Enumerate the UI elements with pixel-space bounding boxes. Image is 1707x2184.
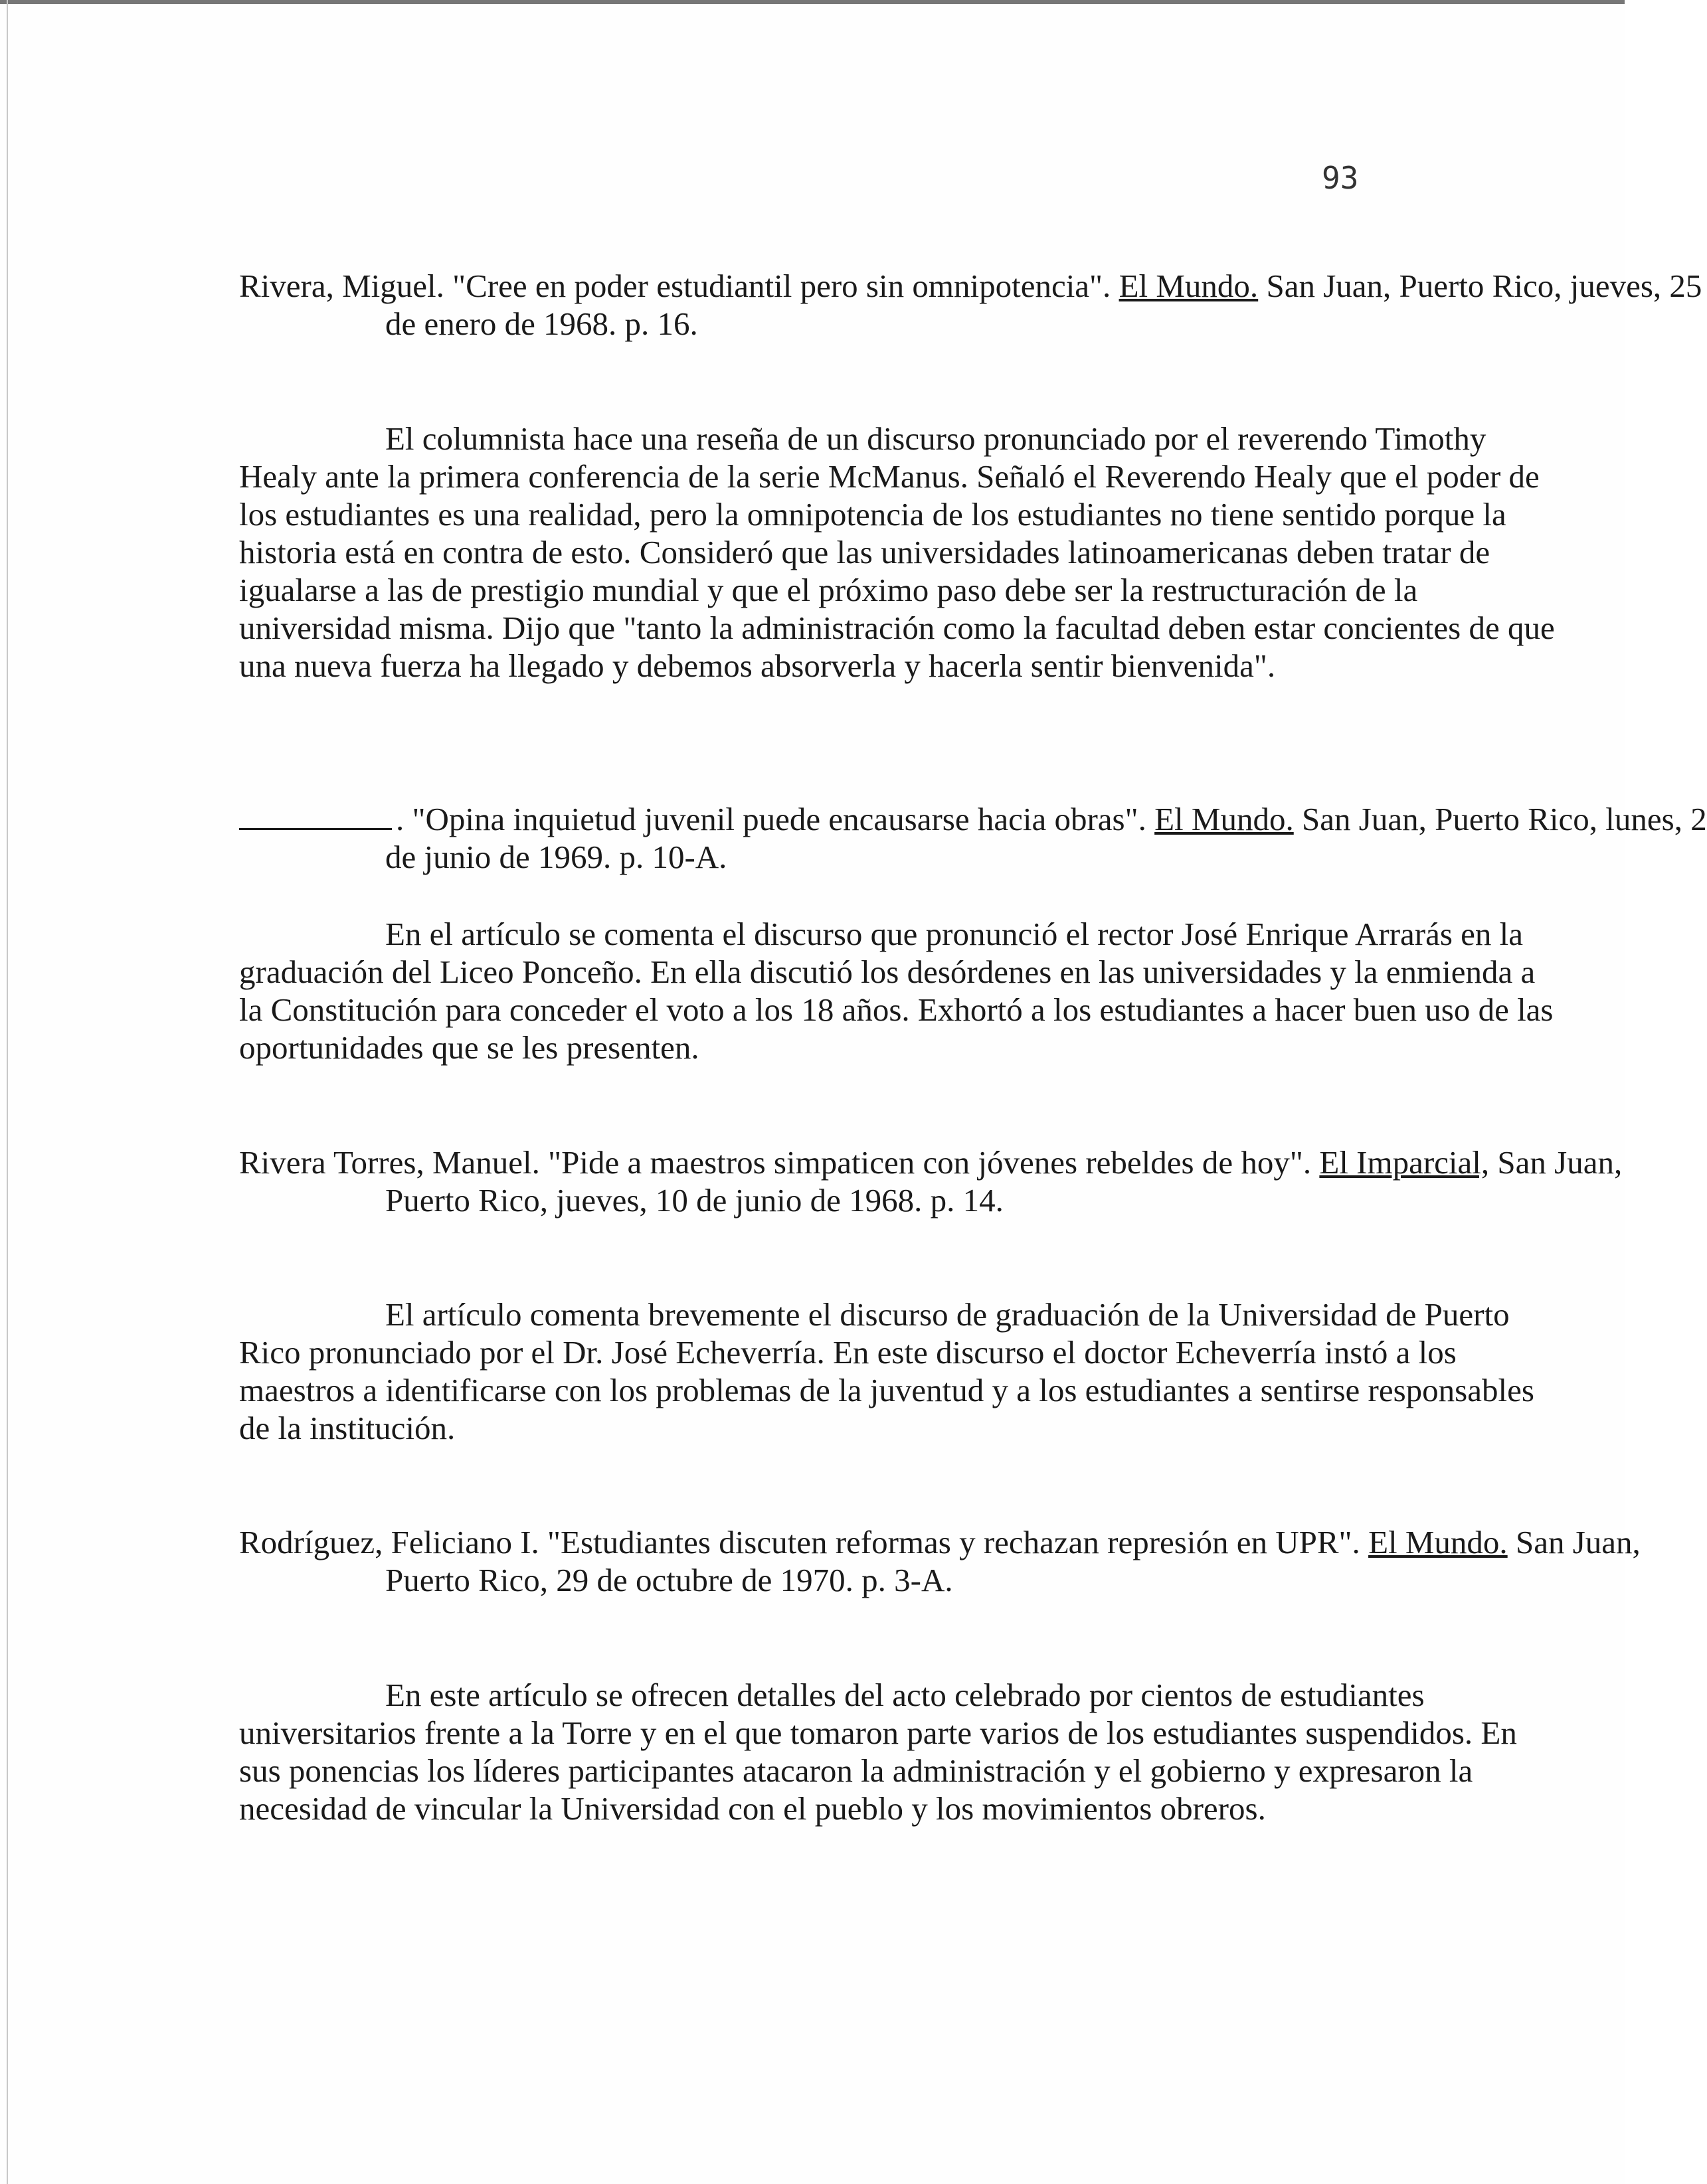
citation-author-dash-period: . [396,801,404,837]
citation-4 [239,1523,1707,1599]
citation-3 [239,1143,1707,1219]
citation-title: "Cree en poder estudiantil pero sin omnipotencia". [452,268,1111,304]
citation-author: Rodríguez, Feliciano I. [239,1524,539,1560]
citation-author: Rivera, Miguel. [239,268,444,304]
citation-title: "Opina inquietud juvenil puede encausarse hacia obras". [412,801,1146,837]
citation-details: San Juan, Puerto Rico, 29 de octubre de 1970. p. 3-A. [385,1524,1641,1598]
citation-details: San Juan, Puerto Rico, jueves, 25 de enero de 1968. p. 16. [385,268,1702,342]
left-border [7,0,8,2184]
citation-title: "Pide a maestros simpaticen con jóvenes rebeldes de hoy". [548,1144,1312,1181]
citation-1 [239,267,1707,343]
page-number: 93 [1322,160,1359,196]
annotation-1: El columnista hace una reseña de un discurso pronunciado por el reverendo Timothy Healy ante la primera conferencia de la serie McManus. Señaló el Reverendo Healy que el poder de los estudiantes es una realidad, pero la omnipotencia de los estudiantes no tiene sentido porque la historia está en contra de esto. Consideró que las universidades latinoamericanas deben tratar de igualarse a las de prestigio mundial y que el próximo paso debe ser la restructuración de la universidad misma. Dijo que "tanto la administración como la facultad deben estar concientes de que una nueva fuerza ha llegado y debemos absorverla y hacerla sentir bienvenida". [239,420,1555,684]
repeated-author-dash [239,828,392,830]
top-border [0,0,1625,4]
citation-details: San Juan, Puerto Rico, lunes, 2 de junio de 1969. p. 10-A. [385,801,1707,875]
citation-details: San Juan, Puerto Rico, jueves, 10 de junio de 1968. p. 14. [385,1144,1623,1218]
citation-newspaper: El Imparcial, [1319,1144,1490,1181]
citation-2 [239,800,1707,876]
annotation-3: El artículo comenta brevemente el discurso de graduación de la Universidad de Puerto Rico pronunciado por el Dr. José Echeverría. En este discurso el doctor Echeverría instó a los maestros a identificarse con los problemas de la juventud y a los estudiantes a sentirse responsables de la institución. [239,1296,1534,1446]
annotation-2: En el artículo se comenta el discurso que pronunció el rector José Enrique Arrarás en la graduación del Liceo Ponceño. En ella discutió los desórdenes en las universidades y la enmienda a la Constitución para conceder el voto a los 18 años. Exhortó a los estudiantes a hacer buen uso de las oportunidades que se les presenten. [239,916,1554,1066]
citation-newspaper: El Mundo. [1119,268,1259,304]
citation-newspaper: El Mundo. [1368,1524,1508,1560]
citation-newspaper: El Mundo. [1154,801,1294,837]
citation-author: Rivera Torres, Manuel. [239,1144,540,1181]
citation-title: "Estudiantes discuten reformas y rechazan represión en UPR". [547,1524,1360,1560]
annotation-4: En este artículo se ofrecen detalles del acto celebrado por cientos de estudiantes universitarios frente a la Torre y en el que tomaron parte varios de los estudiantes suspendidos. En sus ponencias los líderes participantes atacaron la administración y el gobierno y expresaron la necesidad de vincular la Universidad con el pueblo y los movimientos obreros. [239,1677,1517,1827]
